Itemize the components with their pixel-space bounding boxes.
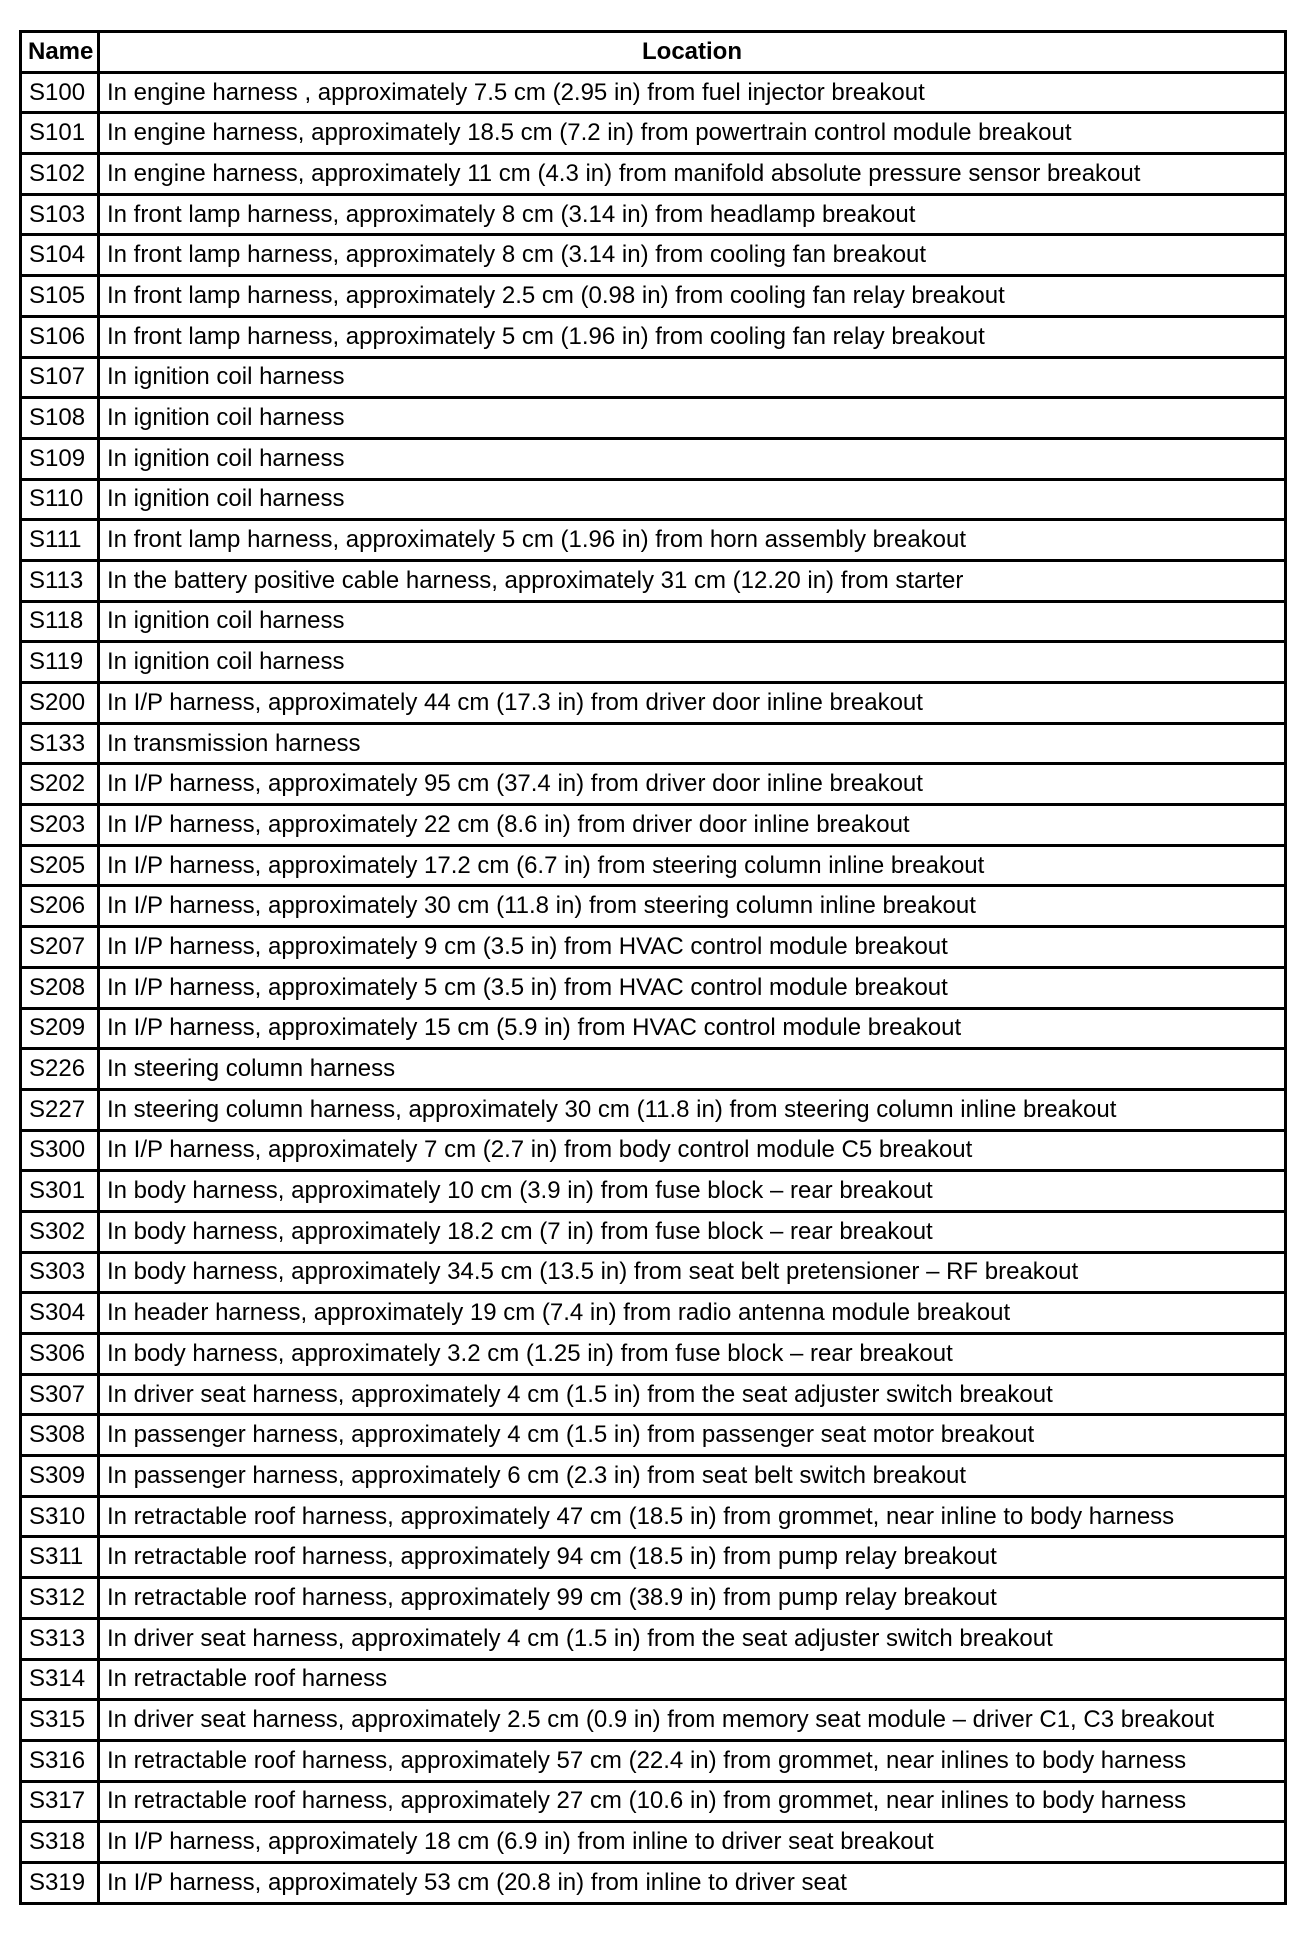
splice-name-cell: S316 [21,1740,99,1781]
splice-location-cell: In ignition coil harness [99,438,1286,479]
splice-name-cell: S306 [21,1334,99,1375]
splice-name-cell: S208 [21,967,99,1008]
splice-location-cell: In I/P harness, approximately 44 cm (17.3 in) from driver door inline breakout [99,683,1286,724]
table-row [21,845,1286,886]
table-row [21,1008,1286,1049]
splice-name-cell: S113 [21,560,99,601]
splice-name-cell: S111 [21,520,99,561]
splice-name-cell: S109 [21,438,99,479]
table-row [21,235,1286,276]
splice-location-cell: In front lamp harness, approximately 2.5 cm (0.98 in) from cooling fan relay breakout [99,276,1286,317]
splice-name-cell: S110 [21,479,99,520]
table-row [21,1089,1286,1130]
splice-name-cell: S107 [21,357,99,398]
table-row [21,1252,1286,1293]
splice-location-cell: In steering column harness, approximately 30 cm (11.8 in) from steering column inline breakout [99,1089,1286,1130]
table-row [21,1374,1286,1415]
splice-location-cell: In passenger harness, approximately 6 cm (2.3 in) from seat belt switch breakout [99,1456,1286,1497]
splice-name-cell: S103 [21,194,99,235]
splice-location-cell: In front lamp harness, approximately 5 cm (1.96 in) from cooling fan relay breakout [99,316,1286,357]
table-row [21,520,1286,561]
splice-location-cell: In I/P harness, approximately 53 cm (20.8 in) from inline to driver seat [99,1862,1286,1903]
table-row [21,1456,1286,1497]
table-row [21,1334,1286,1375]
splice-name-cell: S307 [21,1374,99,1415]
column-header-name: Name [21,32,99,73]
splice-location-cell: In front lamp harness, approximately 5 cm (1.96 in) from horn assembly breakout [99,520,1286,561]
splice-name-cell: S302 [21,1211,99,1252]
splice-name-cell: S318 [21,1822,99,1863]
table-row [21,1781,1286,1822]
splice-name-cell: S104 [21,235,99,276]
splice-name-cell: S319 [21,1862,99,1903]
splice-location-cell: In I/P harness, approximately 22 cm (8.6 in) from driver door inline breakout [99,805,1286,846]
table-row [21,72,1286,113]
splice-location-cell: In I/P harness, approximately 9 cm (3.5 in) from HVAC control module breakout [99,927,1286,968]
splice-location-cell: In retractable roof harness [99,1659,1286,1700]
splice-location-cell: In steering column harness [99,1049,1286,1090]
splice-name-cell: S108 [21,398,99,439]
table-row [21,1415,1286,1456]
splice-name-cell: S310 [21,1496,99,1537]
table-row [21,1537,1286,1578]
splice-location-cell: In front lamp harness, approximately 8 cm (3.14 in) from cooling fan breakout [99,235,1286,276]
splice-location-cell: In header harness, approximately 19 cm (7.4 in) from radio antenna module breakout [99,1293,1286,1334]
splice-name-cell: S209 [21,1008,99,1049]
splice-name-cell: S313 [21,1618,99,1659]
splice-name-cell: S119 [21,642,99,683]
splice-name-cell: S206 [21,886,99,927]
splice-name-cell: S102 [21,154,99,195]
table-row [21,1740,1286,1781]
table-row [21,1049,1286,1090]
splice-location-cell: In body harness, approximately 3.2 cm (1.25 in) from fuse block – rear breakout [99,1334,1286,1375]
table-row [21,683,1286,724]
splice-location-cell: In I/P harness, approximately 5 cm (3.5 in) from HVAC control module breakout [99,967,1286,1008]
splice-name-cell: S101 [21,113,99,154]
table-row [21,886,1286,927]
splice-name-cell: S106 [21,316,99,357]
splice-location-cell: In front lamp harness, approximately 8 cm (3.14 in) from headlamp breakout [99,194,1286,235]
table-row [21,113,1286,154]
splice-location-cell: In retractable roof harness, approximately 27 cm (10.6 in) from grommet, near inlines to body harness [99,1781,1286,1822]
splice-name-cell: S202 [21,764,99,805]
splice-location-cell: In ignition coil harness [99,601,1286,642]
splice-location-cell: In ignition coil harness [99,479,1286,520]
table-body [21,72,1286,1903]
splice-location-cell: In passenger harness, approximately 4 cm (1.5 in) from passenger seat motor breakout [99,1415,1286,1456]
table-row [21,1211,1286,1252]
splice-name-cell: S317 [21,1781,99,1822]
splice-name-cell: S309 [21,1456,99,1497]
splice-location-cell: In transmission harness [99,723,1286,764]
table-row [21,1822,1286,1863]
splice-name-cell: S304 [21,1293,99,1334]
table-row [21,398,1286,439]
splice-location-cell: In ignition coil harness [99,357,1286,398]
splice-name-cell: S311 [21,1537,99,1578]
splice-location-cell: In ignition coil harness [99,398,1286,439]
splice-location-cell: In body harness, approximately 34.5 cm (13.5 in) from seat belt pretensioner – RF breakout [99,1252,1286,1293]
splice-location-cell: In ignition coil harness [99,642,1286,683]
splice-name-cell: S118 [21,601,99,642]
splice-location-cell: In the battery positive cable harness, approximately 31 cm (12.20 in) from starter [99,560,1286,601]
table-row [21,927,1286,968]
splice-name-cell: S227 [21,1089,99,1130]
column-header-location: Location [99,32,1286,73]
splice-location-cell: In I/P harness, approximately 15 cm (5.9 in) from HVAC control module breakout [99,1008,1286,1049]
splice-location-cell: In engine harness , approximately 7.5 cm (2.95 in) from fuel injector breakout [99,72,1286,113]
splice-location-cell: In driver seat harness, approximately 4 cm (1.5 in) from the seat adjuster switch breakout [99,1618,1286,1659]
splice-location-cell: In retractable roof harness, approximately 99 cm (38.9 in) from pump relay breakout [99,1578,1286,1619]
splice-name-cell: S207 [21,927,99,968]
splice-name-cell: S133 [21,723,99,764]
table-row [21,805,1286,846]
splice-location-cell: In I/P harness, approximately 95 cm (37.4 in) from driver door inline breakout [99,764,1286,805]
splice-location-cell: In retractable roof harness, approximately 94 cm (18.5 in) from pump relay breakout [99,1537,1286,1578]
splice-location-cell: In retractable roof harness, approximately 57 cm (22.4 in) from grommet, near inlines to body harness [99,1740,1286,1781]
table-row [21,438,1286,479]
splice-name-cell: S301 [21,1171,99,1212]
table-row [21,316,1286,357]
splice-location-cell: In I/P harness, approximately 17.2 cm (6.7 in) from steering column inline breakout [99,845,1286,886]
header-row [21,32,1286,73]
splice-name-cell: S100 [21,72,99,113]
table-row [21,1496,1286,1537]
splice-location-cell: In I/P harness, approximately 18 cm (6.9 in) from inline to driver seat breakout [99,1822,1286,1863]
table-row [21,1171,1286,1212]
table-row [21,194,1286,235]
table-row [21,1578,1286,1619]
table-row [21,764,1286,805]
table-row [21,276,1286,317]
splice-location-cell: In engine harness, approximately 11 cm (4.3 in) from manifold absolute pressure sensor breakout [99,154,1286,195]
splice-name-cell: S200 [21,683,99,724]
splice-name-cell: S308 [21,1415,99,1456]
splice-name-cell: S300 [21,1130,99,1171]
table-row [21,723,1286,764]
table-row [21,479,1286,520]
splice-location-cell: In retractable roof harness, approximately 47 cm (18.5 in) from grommet, near inline to body harness [99,1496,1286,1537]
table-row [21,357,1286,398]
splice-name-cell: S203 [21,805,99,846]
table-row [21,967,1286,1008]
table-row [21,1618,1286,1659]
table-row [21,1293,1286,1334]
splice-location-cell: In I/P harness, approximately 30 cm (11.8 in) from steering column inline breakout [99,886,1286,927]
splice-location-cell: In driver seat harness, approximately 4 cm (1.5 in) from the seat adjuster switch breakout [99,1374,1286,1415]
table-row [21,642,1286,683]
splice-name-cell: S314 [21,1659,99,1700]
splice-name-cell: S226 [21,1049,99,1090]
table-row [21,1659,1286,1700]
table-row [21,560,1286,601]
splice-location-cell: In I/P harness, approximately 7 cm (2.7 in) from body control module C5 breakout [99,1130,1286,1171]
table-row [21,154,1286,195]
splice-location-table [19,30,1287,1905]
splice-location-cell: In body harness, approximately 18.2 cm (7 in) from fuse block – rear breakout [99,1211,1286,1252]
splice-location-cell: In engine harness, approximately 18.5 cm (7.2 in) from powertrain control module breakout [99,113,1286,154]
splice-name-cell: S205 [21,845,99,886]
splice-location-cell: In body harness, approximately 10 cm (3.9 in) from fuse block – rear breakout [99,1171,1286,1212]
splice-name-cell: S105 [21,276,99,317]
table-row [21,1700,1286,1741]
splice-name-cell: S315 [21,1700,99,1741]
table-row [21,1862,1286,1903]
splice-name-cell: S312 [21,1578,99,1619]
splice-name-cell: S303 [21,1252,99,1293]
table-row [21,601,1286,642]
table-row [21,1130,1286,1171]
splice-location-cell: In driver seat harness, approximately 2.5 cm (0.9 in) from memory seat module – driver C1, C3 breakout [99,1700,1286,1741]
